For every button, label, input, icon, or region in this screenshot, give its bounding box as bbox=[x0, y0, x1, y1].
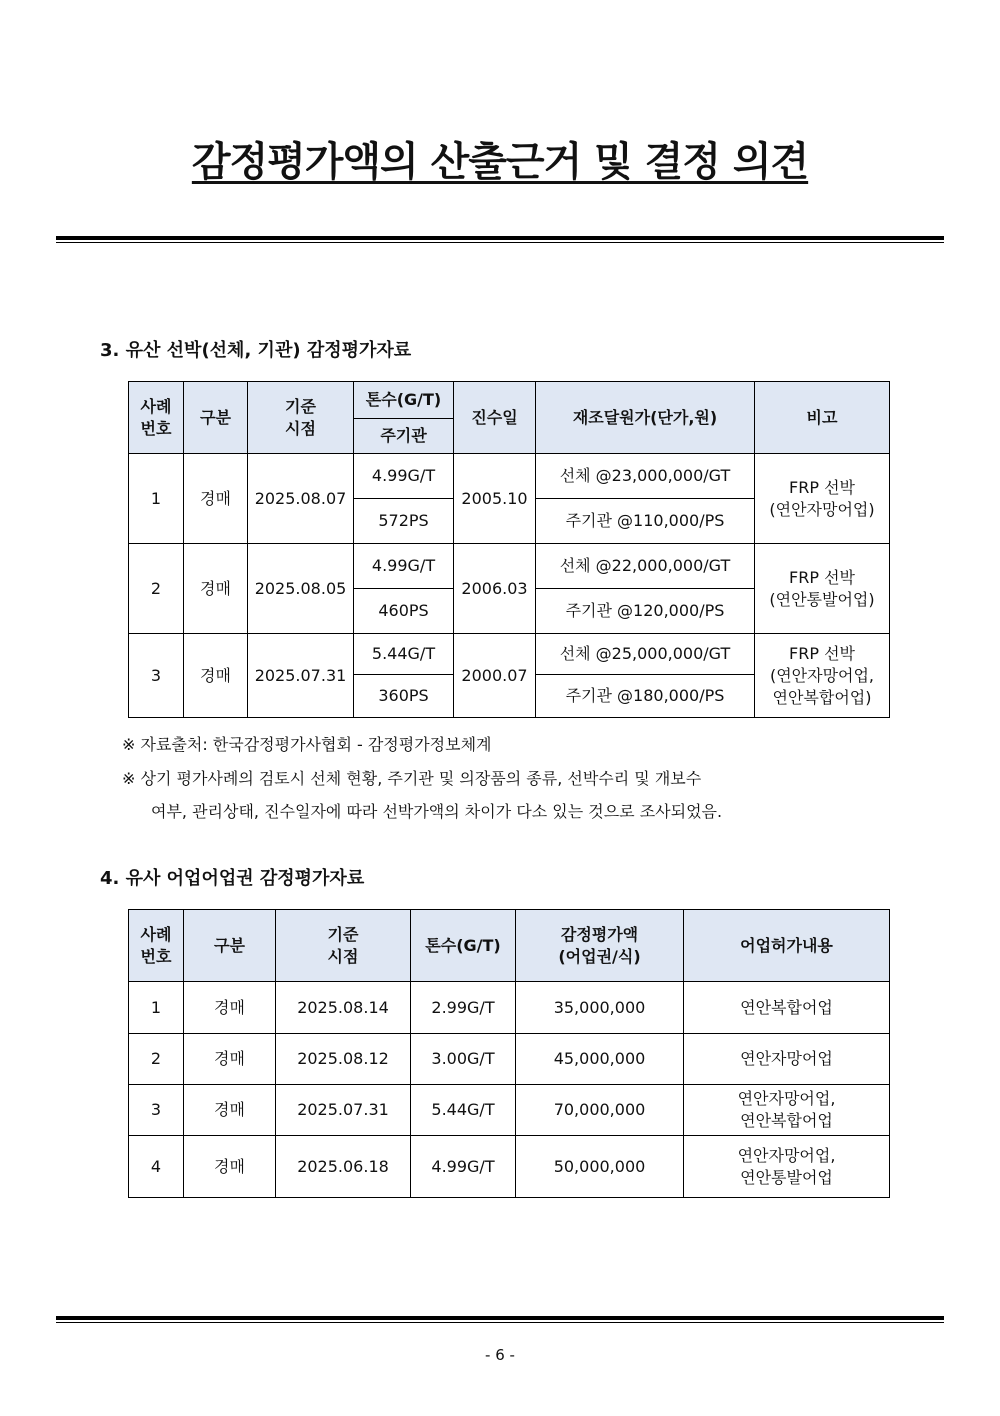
header-replacement-cost: 재조달원가(단가,원) bbox=[536, 382, 755, 454]
case-no-cell: 4 bbox=[129, 1136, 184, 1198]
tonnage-cell: 3.00G/T bbox=[411, 1034, 516, 1085]
type-cell: 경매 bbox=[184, 982, 276, 1034]
engine-cell: 460PS bbox=[354, 589, 454, 634]
remark-cell: FRP 선박 (연안통발어업) bbox=[755, 544, 890, 634]
base-date-cell: 2025.08.07 bbox=[248, 454, 354, 544]
tonnage-cell: 2.99G/T bbox=[411, 982, 516, 1034]
review-note-line2: 여부, 관리상태, 진수일자에 따라 선박가액의 차이가 다소 있는 것으로 조사되었음. bbox=[151, 802, 723, 821]
header-launch-date: 진수일 bbox=[454, 382, 536, 454]
header-case-no: 사례 번호 bbox=[129, 910, 184, 982]
base-date-cell: 2025.06.18 bbox=[276, 1136, 411, 1198]
base-date-cell: 2025.07.31 bbox=[276, 1085, 411, 1136]
type-cell: 경매 bbox=[184, 454, 248, 544]
bottom-divider bbox=[56, 1316, 944, 1323]
table-row bbox=[129, 1034, 890, 1085]
type-cell: 경매 bbox=[184, 1136, 276, 1198]
hull-cost-cell: 선체 @25,000,000/GT bbox=[536, 634, 755, 675]
review-note-line1: ※ 상기 평가사례의 검토시 선체 현황, 주기관 및 의장품의 종류, 선박수리 및 개보수 bbox=[122, 769, 702, 788]
table-row bbox=[129, 544, 890, 589]
type-cell: 경매 bbox=[184, 1034, 276, 1085]
tonnage-cell: 4.99G/T bbox=[354, 454, 454, 499]
header-case-no: 사례 번호 bbox=[129, 382, 184, 454]
value-cell: 45,000,000 bbox=[516, 1034, 684, 1085]
type-cell: 경매 bbox=[184, 1085, 276, 1136]
engine-cost-cell: 주기관 @120,000/PS bbox=[536, 589, 755, 634]
launch-date-cell: 2006.03 bbox=[454, 544, 536, 634]
permit-cell: 연안자망어업, 연안복합어업 bbox=[684, 1085, 890, 1136]
type-cell: 경매 bbox=[184, 544, 248, 634]
section3-heading: 3. 유산 선박(선체, 기관) 감정평가자료 bbox=[100, 340, 412, 361]
launch-date-cell: 2000.07 bbox=[454, 634, 536, 718]
case-no-cell: 1 bbox=[129, 982, 184, 1034]
hull-cost-cell: 선체 @22,000,000/GT bbox=[536, 544, 755, 589]
vessel-appraisal-table bbox=[128, 381, 890, 718]
tonnage-cell: 4.99G/T bbox=[354, 544, 454, 589]
page-title: 감정평가액의 산출근거 및 결정 의견 bbox=[191, 139, 809, 185]
type-cell: 경매 bbox=[184, 634, 248, 718]
top-divider bbox=[56, 236, 944, 243]
engine-cost-cell: 주기관 @110,000/PS bbox=[536, 499, 755, 544]
engine-cell: 572PS bbox=[354, 499, 454, 544]
remark-cell: FRP 선박 (연안자망어업, 연안복합어업) bbox=[755, 634, 890, 718]
tonnage-cell: 5.44G/T bbox=[411, 1085, 516, 1136]
header-base-date: 기준 시점 bbox=[276, 910, 411, 982]
page-number: - 6 - bbox=[485, 1346, 515, 1364]
engine-cell: 360PS bbox=[354, 675, 454, 718]
header-tonnage: 톤수(G/T) bbox=[411, 910, 516, 982]
table-row bbox=[129, 1085, 890, 1136]
base-date-cell: 2025.08.12 bbox=[276, 1034, 411, 1085]
base-date-cell: 2025.08.14 bbox=[276, 982, 411, 1034]
source-note: ※ 자료출처: 한국감정평가사협회 - 감정평가정보체계 bbox=[122, 735, 492, 754]
engine-cost-cell: 주기관 @180,000/PS bbox=[536, 675, 755, 718]
header-base-date: 기준 시점 bbox=[248, 382, 354, 454]
remark-cell: FRP 선박 (연안자망어업) bbox=[755, 454, 890, 544]
case-no-cell: 2 bbox=[129, 1034, 184, 1085]
permit-cell: 연안자망어업, 연안통발어업 bbox=[684, 1136, 890, 1198]
header-type: 구분 bbox=[184, 910, 276, 982]
header-main-engine: 주기관 bbox=[354, 419, 454, 454]
value-cell: 50,000,000 bbox=[516, 1136, 684, 1198]
header-appraised-value: 감정평가액 (어업권/식) bbox=[516, 910, 684, 982]
tonnage-cell: 5.44G/T bbox=[354, 634, 454, 675]
value-cell: 35,000,000 bbox=[516, 982, 684, 1034]
permit-cell: 연안자망어업 bbox=[684, 1034, 890, 1085]
section4-heading: 4. 유사 어업어업권 감정평가자료 bbox=[100, 868, 365, 889]
base-date-cell: 2025.08.05 bbox=[248, 544, 354, 634]
table-row bbox=[129, 1136, 890, 1198]
header-permit: 어업허가내용 bbox=[684, 910, 890, 982]
header-type: 구분 bbox=[184, 382, 248, 454]
table-row bbox=[129, 454, 890, 499]
value-cell: 70,000,000 bbox=[516, 1085, 684, 1136]
table-row bbox=[129, 982, 890, 1034]
case-no-cell: 3 bbox=[129, 1085, 184, 1136]
case-no-cell: 3 bbox=[129, 634, 184, 718]
case-no-cell: 1 bbox=[129, 454, 184, 544]
header-tonnage: 톤수(G/T) bbox=[354, 382, 454, 419]
tonnage-cell: 4.99G/T bbox=[411, 1136, 516, 1198]
launch-date-cell: 2005.10 bbox=[454, 454, 536, 544]
fishing-right-appraisal-table bbox=[128, 909, 890, 1198]
header-remark: 비고 bbox=[755, 382, 890, 454]
base-date-cell: 2025.07.31 bbox=[248, 634, 354, 718]
case-no-cell: 2 bbox=[129, 544, 184, 634]
hull-cost-cell: 선체 @23,000,000/GT bbox=[536, 454, 755, 499]
table-row bbox=[129, 634, 890, 675]
permit-cell: 연안복합어업 bbox=[684, 982, 890, 1034]
